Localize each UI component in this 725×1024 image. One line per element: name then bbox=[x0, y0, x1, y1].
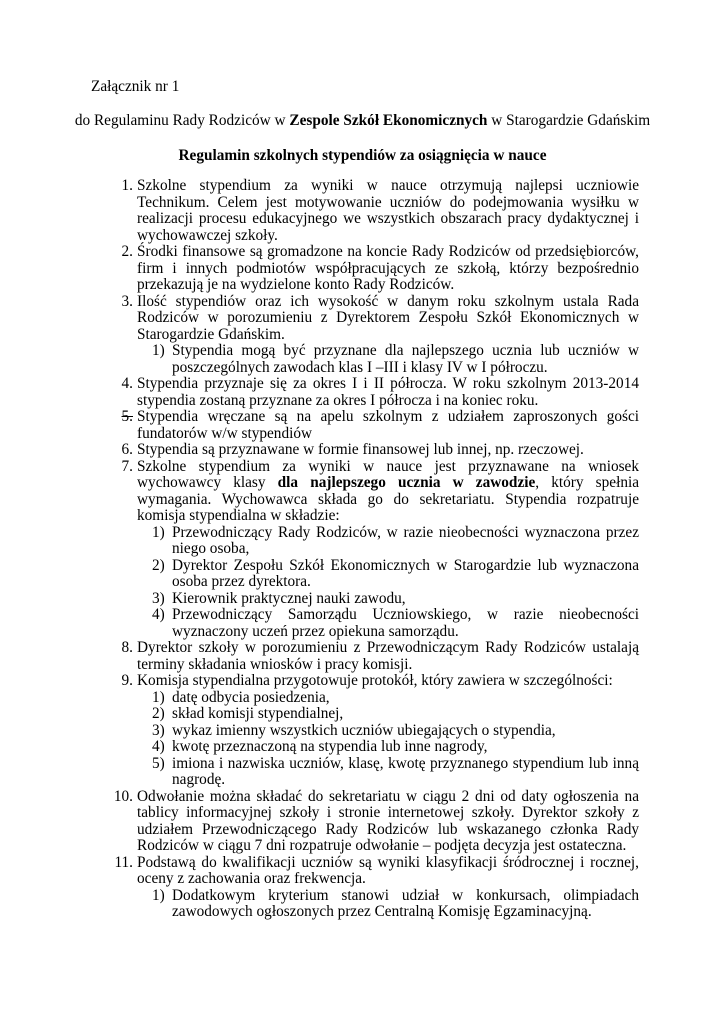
rule-number: 2. bbox=[121, 243, 133, 260]
sub-item-text: imiona i nazwiska uczniów, klasę, kwotę przyznanego stypendium lub inną nagrodę. bbox=[172, 754, 639, 788]
rule-item-10 bbox=[113, 787, 639, 855]
sub-item-number: 1) bbox=[152, 342, 165, 359]
subtitle-suffix: w Starogardzie Gdańskim bbox=[487, 112, 651, 129]
sub-item-text: kwotę przeznaczoną na stypendia lub inne nagrody, bbox=[172, 738, 488, 755]
document-heading: Regulamin szkolnych stypendiów za osiągnięcia w nauce bbox=[178, 147, 547, 164]
rule-text: Dyrektor szkoły w porozumieniu z Przewodniczącym Rady Rodziców ustalają terminy składania wniosków i pracy komisji. bbox=[137, 639, 639, 673]
rule-item-9 bbox=[121, 672, 639, 789]
sub-item bbox=[152, 688, 639, 707]
subtitle-prefix: do Regulaminu Rady Rodziców w bbox=[74, 112, 290, 129]
rule-item-8 bbox=[121, 639, 639, 673]
rule-number: 11. bbox=[114, 853, 133, 871]
rule-number: 4. bbox=[121, 375, 133, 392]
sub-item-number: 4) bbox=[152, 606, 165, 623]
sub-item bbox=[152, 721, 639, 740]
rule-number: 8. bbox=[121, 639, 133, 656]
sub-item bbox=[152, 556, 639, 591]
sub-item-number: 1) bbox=[152, 523, 165, 541]
rule-number: 6. bbox=[121, 441, 133, 458]
sub-item-number: 2) bbox=[152, 556, 165, 574]
sub-item bbox=[152, 589, 639, 608]
subtitle-school-name: Zespole Szkół Ekonomicznych bbox=[289, 112, 488, 129]
rule-text-part: , który spełnia wymagania. Wychowawca składa go do sekretariatu. Stypendia rozpatruje komisja stypendialna w składzie: bbox=[137, 474, 640, 524]
document-subtitle bbox=[0, 113, 725, 130]
rule-text: Stypendia są przyznawane w formie finansowej lub innej, np. rzeczowej. bbox=[137, 441, 584, 458]
sub-item-text: Dyrektor Zespołu Szkół Ekonomicznych w Starogardzie lub wyznaczona osoba przez dyrektora. bbox=[172, 556, 639, 590]
rule-item-11 bbox=[114, 853, 639, 921]
rule-item-1 bbox=[121, 177, 639, 244]
rule-text: Ilość stypendiów oraz ich wysokość w danym roku szkolnym ustala Rada Rodziców w porozumieniu z Dyrektorem Zespołu Szkół Ekonomicznych w Starogardzie Gdańskim. bbox=[137, 292, 639, 343]
rule-text: Środki finansowe są gromadzone na koncie Rady Rodziców od przedsiębiorców, firm i innych podmiotów współpracujących ze szkołą, którzy bezpośrednio przekazują je na wydzielone konto Rady Rodziców. bbox=[137, 243, 639, 293]
rule-number: 10. bbox=[113, 787, 133, 805]
rule-text: Komisja stypendialna przygotowuje protokół, który zawiera w szczególności: bbox=[137, 672, 613, 689]
sub-item-number: 4) bbox=[152, 738, 165, 755]
rule-text: Odwołanie można składać do sekretariatu w ciągu 2 dni od daty ogłoszenia na tablicy informacyjnej szkoły i stronie internetowej szkoły. Dyrektor szkoły z udziałem Przewodniczącego Rady Rodziców lub wskazanego członka Rady Rodziców w ciągu 7 dni rozpatruje odwołanie – podjęta decyzja jest ostateczna. bbox=[137, 787, 639, 854]
rule-text: Stypendia przyznaje się za okres I i II półrocza. W roku szkolnym 2013-2014 stypendia zostaną przyznane za okres I półrocza i na koniec roku. bbox=[137, 375, 639, 409]
rule-item-4 bbox=[121, 375, 639, 409]
rule-number: 5. bbox=[121, 408, 133, 425]
sub-item-number: 1) bbox=[152, 886, 165, 904]
rule-number: 9. bbox=[121, 672, 133, 689]
rule-text: Podstawą do kwalifikacji uczniów są wyniki klasyfikacji śródrocznej i rocznej, oceny z zachowania oraz frekwencja. bbox=[137, 853, 639, 887]
sub-item-text: Dodatkowym kryterium stanowi udział w konkursach, olimpiadach zawodowych ogłoszonych przez Centralną Komisję Egzaminacyjną. bbox=[172, 886, 639, 920]
rule-number: 3. bbox=[121, 292, 133, 310]
rule-text-part: Szkolne stypendium za wyniki w nauce jest przyznawane na wniosek wychowawcy klasy bbox=[137, 457, 639, 491]
sub-item-text: wykaz imienny wszystkich uczniów ubiegających o stypendia, bbox=[172, 721, 556, 739]
sub-item bbox=[152, 886, 639, 921]
rule-item-2 bbox=[121, 243, 639, 294]
rule-item-5 bbox=[121, 408, 639, 442]
rule-number: 7. bbox=[121, 457, 133, 475]
sub-item-text: datę odbycia posiedzenia, bbox=[172, 688, 330, 706]
sub-item bbox=[152, 342, 639, 376]
sub-item-text: Stypendia mogą być przyznane dla najlepszego ucznia lub uczniów w poszczególnych zawodach klas I –III i klasy IV w I półroczu. bbox=[172, 342, 639, 376]
sub-item-text: skład komisji stypendialnej, bbox=[172, 705, 344, 722]
sub-item bbox=[152, 606, 639, 640]
sub-item-number: 3) bbox=[152, 721, 165, 739]
rule-text: Stypendia wręczane są na apelu szkolnym z udziałem zaproszonych gości fundatorów w/w stypendiów bbox=[137, 408, 639, 442]
rule-text-emphasis: dla najlepszego ucznia w zawodzie bbox=[277, 474, 536, 491]
rule-item-6 bbox=[121, 441, 639, 459]
rule-text: Szkolne stypendium za wyniki w nauce otrzymują najlepsi uczniowie Technikum. Celem jest motywowanie uczniów do podejmowania wysiłku w realizacji procesu edukacyjnego we wszystkich obszarach pracy dydaktycznej i wychowawczej szkoły. bbox=[137, 177, 639, 244]
sub-item bbox=[152, 738, 639, 756]
rules-list bbox=[113, 177, 640, 921]
attachment-title: Załącznik nr 1 bbox=[91, 78, 180, 95]
sub-item-number: 3) bbox=[152, 589, 165, 607]
sub-item-text: Kierownik praktycznej nauki zawodu, bbox=[172, 589, 406, 607]
sub-item-number: 2) bbox=[152, 705, 165, 722]
sub-item bbox=[152, 523, 639, 558]
sub-item-number: 5) bbox=[152, 754, 165, 772]
rule-number: 1. bbox=[121, 177, 133, 194]
sub-item-text: Przewodniczący Rady Rodziców, w razie nieobecności wyznaczona przez niego osoba, bbox=[172, 523, 639, 557]
sub-item-number: 1) bbox=[152, 688, 165, 706]
rule-item-7 bbox=[121, 457, 640, 641]
sub-item bbox=[152, 754, 639, 789]
sub-item bbox=[152, 705, 639, 723]
sub-item-text: Przewodniczący Samorządu Uczniowskiego, w razie nieobecności wyznaczony uczeń przez opiekuna samorządu. bbox=[172, 606, 639, 640]
rule-item-3 bbox=[121, 292, 639, 377]
